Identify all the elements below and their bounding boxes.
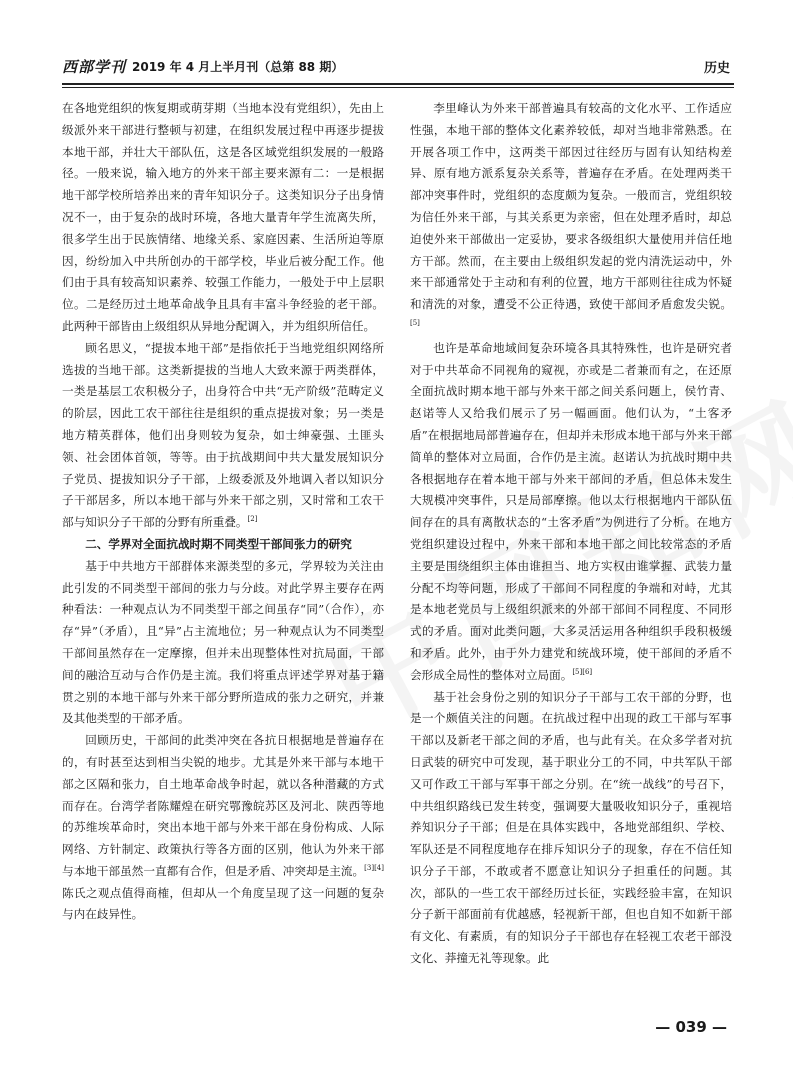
citation: [3][4] xyxy=(364,864,384,873)
paragraph: 基于社会身份之别的知识分子干部与工农干部的分野，也是一个颇值关注的问题。在抗战过程中出现的政工干部与军事干部以及新老干部之间的矛盾，也与此有关。在众多学者对抗日武装的研究中可发现，基于职业分工的不同，中共军队干部又可作政工干部与军事干部之分别。在“统一战线”的号召下，中共组织路线已发生转变，强调要大量吸收知识分子，重视培养知识分子干部；但是在具体实践中，各地党部组织、学校、军队还是不同程度地存在排斥知识分子的现象，存在不信任知识分子干部，不敢或者不愿意让知识分子担重任的问题。其次，部队的一些工农干部经历过长征，实践经验丰富，在知识分子新干部面前有优越感，轻视新干部，但也自知不如新干部有文化、有素质，有的知识分子干部也存在轻视工农老干部没文化、莽撞无礼等现象。此 xyxy=(410,689,732,966)
paragraph-text: 也许是革命地域间复杂环境各具其特殊性，也许是研究者对于中共革命不同视角的窥视，亦或是二者兼而有之，在还原全面抗战时期本地干部与外来干部之间关系问题上，侯竹青、赵诺等人又给我们展示了另一幅画面。他们认为，“土客矛盾”在根据地局部普遍存在，但却并未形成本地干部与外来干部简单的整体对立局面，合作仍是主流。赵诺认为抗战时期中共各根据地存在着本地干部与外来干部间的矛盾，但总体未发生大规模冲突事件，只是局部摩擦。他以太行根据地内干部队伍间存在的具有离散状态的“土客矛盾”为例进行了分析。在地方党组织建设过程中，外来干部和本地干部之间比较常态的矛盾主要是围绕组织主体由谁担当、地方实权由谁掌握、武装力量分配不均等问题，形成了干部间不同程度的争端和对峙，尤其是本地老党员与上级组织派来的外部干部间不同程度、不同形式的矛盾。面对此类问题，大多灵活运用各种组织手段积极缓和矛盾。此外，由于外力建党和统战环境，使干部间的矛盾不会形成全局性的整体对立局面。 xyxy=(410,340,732,682)
right-column xyxy=(410,98,732,970)
page-header xyxy=(62,56,734,80)
paragraph xyxy=(410,338,732,687)
header-rule-thin xyxy=(62,87,734,88)
paragraph-text: 回顾历史，干部间的此类冲突在各抗日根据地是普遍存在的，有时甚至达到相当尖锐的地步。尤其是外来干部与本地干部之区隔和张力，自土地革命战争时起，就以各种潜藏的方式而存在。台湾学者陈耀煌在研究鄂豫皖苏区及河北、陕西等地的苏维埃革命时，突出本地干部与外来干部在身份构成、人际网络、方针制定、政策执行等各方面的区别，他认为外来干部与本地干部虽然一直都有合作，但是矛盾、冲突却是主流。 xyxy=(62,733,384,878)
citation: [5][6] xyxy=(572,667,593,676)
paragraph xyxy=(62,730,384,926)
left-column xyxy=(62,98,384,926)
paragraph xyxy=(62,338,384,534)
citation: [5] xyxy=(410,319,420,328)
header-rule xyxy=(62,83,734,85)
paragraph-text: 顾名思义，“提拔本地干部”是指依托于当地党组织网络所选拔的当地干部。这类新提拔的当地人大致来源于两类群体，一类是基层工农积极分子，出身符合中共“无产阶级”范畴定义的阶层，因此工农干部往往是组织的重点提拔对象；另一类是地方精英群体，他们出身则较为复杂，如士绅豪强、土匪头领、社会团体首领，等等。由于抗战期间中共大量发展知识分子党员、提拔知识分子干部，上级委派及外地调入者以知识分子干部居多，所以本地干部与外来干部之别，又时常和工农干部与知识分子干部的分野有所重叠。 xyxy=(62,340,384,530)
paragraph-text: 陈氏之观点值得商榷，但却从一个角度呈现了这一问题的复杂与内在歧异性。 xyxy=(62,885,384,922)
section-heading: 二、学界对全面抗战时期不同类型干部间张力的研究 xyxy=(85,536,352,551)
section-label: 历史 xyxy=(703,61,730,76)
issue-info: 2019 年 4 月上半月刊（总第 88 期） xyxy=(132,60,344,74)
paragraph: 在各地党组织的恢复期或萌芽期（当地本没有党组织），先由上级派外来干部进行整顿与初建，在组织发展过程中再逐步提拔本地干部，并壮大干部队伍，这是各区域党组织发展的一般路径。一般来说，输入地方的外来干部主要来源有二：一是根据地干部学校所培养出来的青年知识分子。这类知识分子出身情况不一，由于复杂的战时环境，各地大量青年学生流离失所，很多学生出于民族情绪、地缘关系、家庭因素、生活所迫等原因，纷纷加入中共所创办的干部学校，毕业后被分配工作。他们由于具有较高知识素养、较强工作能力，一般处于中上层职位。二是经历过土地革命战争且具有丰富斗争经验的老干部。此两种干部皆由上级组织从异地分配调入，并为组织所信任。 xyxy=(62,101,384,333)
paragraph: 基于中共地方干部群体来源类型的多元，学界较为关注由此引发的不同类型干部间的张力与分歧。对此学界主要存在两种看法：一种观点认为不同类型干部之间虽存“同”（合作），亦存“异”（矛盾），且“异”占主流地位；另一种观点认为不同类型干部间虽然存在一定摩擦，但并未出现整体性对抗局面，干部间的融洽互动与合作仍是主流。我们将重点评述学界对基于籍贯之别的本地干部与外来干部分野所造成的张力之研究，并兼及其他类型的干部矛盾。 xyxy=(62,558,384,726)
page-number: — 039 — xyxy=(655,1018,727,1036)
citation: [2] xyxy=(247,515,258,524)
paragraph xyxy=(410,98,732,338)
journal-logo: 西部学刊 xyxy=(62,58,127,76)
paragraph-text: 李里峰认为外来干部普遍具有较高的文化水平、工作适应性强，本地干部的整体文化素养较低，却对当地非常熟悉。在开展各项工作中，这两类干部因过往经历与固有认知结构差异、原有地方派系复杂关系等，普遍存在矛盾。在处理两类干部冲突事件时，党组织的态度颇为复杂。一般而言，党组织较为信任外来干部，与其关系更为亲密，但在处理矛盾时，却总迫使外来干部做出一定妥协，要求各级组织大量使用并信任地方干部。然而，在主要由上级组织发起的党内清洗运动中，外来干部通常处于主动和有利的位置，地方干部则往往成为怀疑和清洗的对象，遭受不公正待遇，致使干部间矛盾愈发尖锐。 xyxy=(410,101,732,312)
